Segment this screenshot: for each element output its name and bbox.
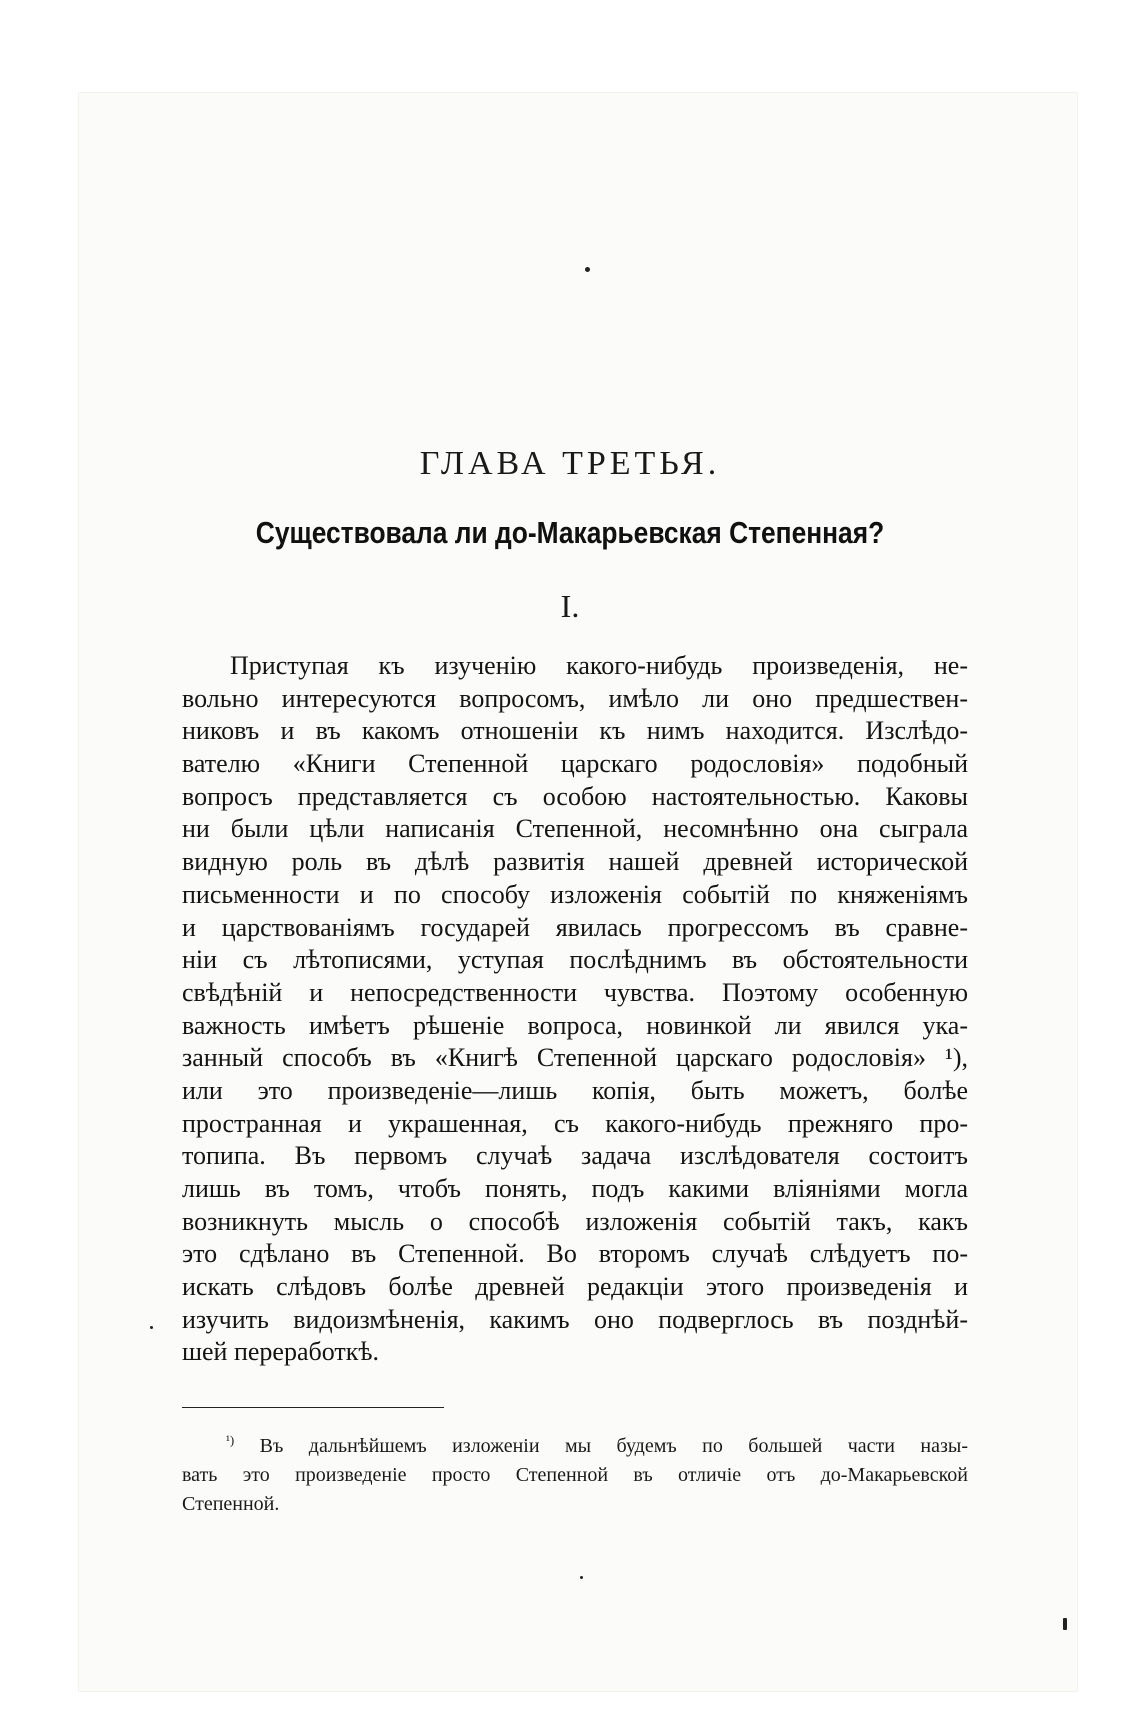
body-line: пространная и украшенная, съ какого-нибудь прежняго про- [182,1108,968,1138]
body-line: Приступая къ изученію какого-нибудь произведенія, не- [230,651,968,680]
footnote-line-text: Въ дальнѣйшемъ изложеніи мы будемъ по большей части назы- [259,1435,968,1457]
ink-speck-bottom [580,1576,583,1579]
footnote [182,1432,968,1519]
body-line: ніи съ лѣтописями, уступая послѣднимъ въ обстоятельности [182,945,968,975]
body-line: вопросъ представляется съ особою настоятельностью. Каковы [182,781,968,811]
body-line: изучить видоизмѣненія, какимъ оно подверглось въ позднѣй- [182,1304,968,1334]
body-line: топипа. Въ первомъ случаѣ задача изслѣдователя состоитъ [182,1141,968,1171]
footnote-line: Степенной. [182,1493,280,1515]
footnote-separator [182,1407,444,1408]
footnote-line: вать это произведеніе просто Степенной въ отличіе отъ до-Макарьевской [182,1464,968,1486]
body-line: видную роль въ дѣлѣ развитія нашей древней исторической [182,847,968,877]
chapter-subtitle: Существовала ли до-Макарьевская Степенная? [255,515,885,550]
body-line: это сдѣлано въ Степенной. Во второмъ случаѣ слѣдуетъ по- [182,1239,968,1269]
body-line: лишь въ томъ, чтобъ понять, подъ какими вліяніями могла [182,1174,968,1203]
body-line: свѣдѣній и непосредственности чувства. Поэтому особенную [182,977,968,1007]
body-line: и царствованіямъ государей явилась прогрессомъ въ сравне- [182,912,968,942]
footnote-marker: ¹) [226,1432,235,1448]
body-line: шей переработкѣ. [182,1337,380,1367]
body-line: вателю «Книги Степенной царскаго родословія» подобный [182,749,968,779]
body-line: никовъ и въ какомъ отношеніи къ нимъ находится. Изслѣдо- [182,716,968,746]
body-line: вольно интересуются вопросомъ, имѣло ли оно предшествен- [182,683,968,713]
chapter-title: ГЛАВА ТРЕТЬЯ. [419,445,721,482]
body-paragraph [182,650,968,1369]
body-line: искать слѣдовъ болѣе древней редакціи этого произведенія и [182,1272,968,1302]
body-line: ни были цѣли написанія Степенной, несомнѣнно она сыграла [182,814,968,844]
body-line: важность имѣетъ рѣшеніе вопроса, новинкой ли явился ука- [182,1010,968,1040]
body-line: или это произведеніе—лишь копія, быть можетъ, болѣе [182,1075,968,1105]
body-line: возникнуть мысль о способѣ изложенія событій такъ, какъ [182,1206,968,1236]
ink-speck-corner [1063,1618,1067,1630]
ink-speck-top [585,267,590,272]
body-line: письменности и по способу изложенія событій по княженіямъ [182,879,968,909]
ink-speck-margin [150,1326,153,1329]
body-line: занный способъ въ «Книгѣ Степенной царскаго родословія» ¹), [182,1043,968,1073]
footnote-line [182,1432,968,1461]
section-number: I. [560,588,580,624]
